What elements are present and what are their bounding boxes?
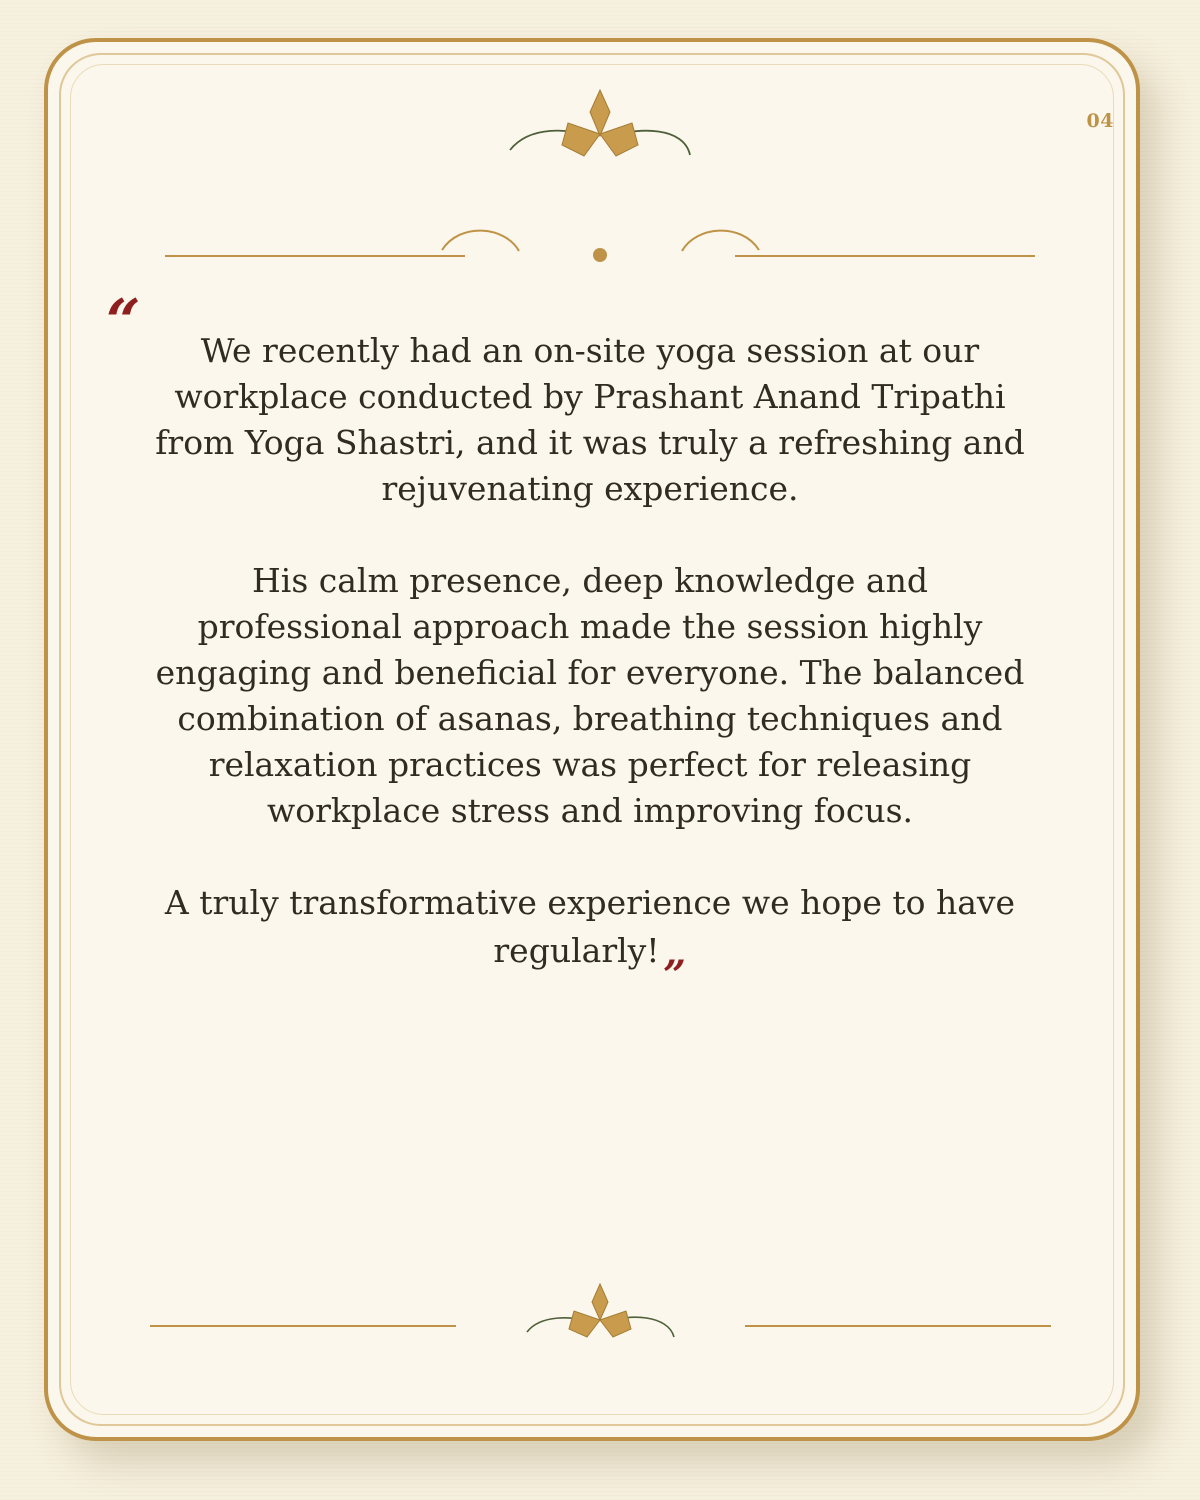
top-arch-divider-icon [165,231,1035,262]
testimonial-paragraph-3 [150,880,1030,974]
testimonial-card [44,38,1140,1441]
testimonial-paragraph-2: His calm presence, deep knowledge and professional approach made the session highly engaging and beneficial for everyone. The balanced combination of asanas, breathing techniques and relaxation practices was perfect for releasing workplace stress and improving focus. [155,561,1025,830]
top-lotus-ornament-icon [510,90,690,156]
open-quote-icon: “ [106,287,141,357]
page-number: 04 [1086,110,1114,132]
testimonial-text [150,328,1030,974]
bottom-lotus-ornament-icon [527,1284,674,1337]
testimonial-paragraph-3-text: A truly transformative experience we hope to have regularly! [164,883,1016,970]
testimonial-paragraph-1: We recently had an on-site yoga session at our workplace conducted by Prashant Anand Tripathi from Yoga Shastri, and it was truly a refreshing and rejuvenating experience. [155,331,1025,508]
close-quote-icon: „ [663,929,687,976]
